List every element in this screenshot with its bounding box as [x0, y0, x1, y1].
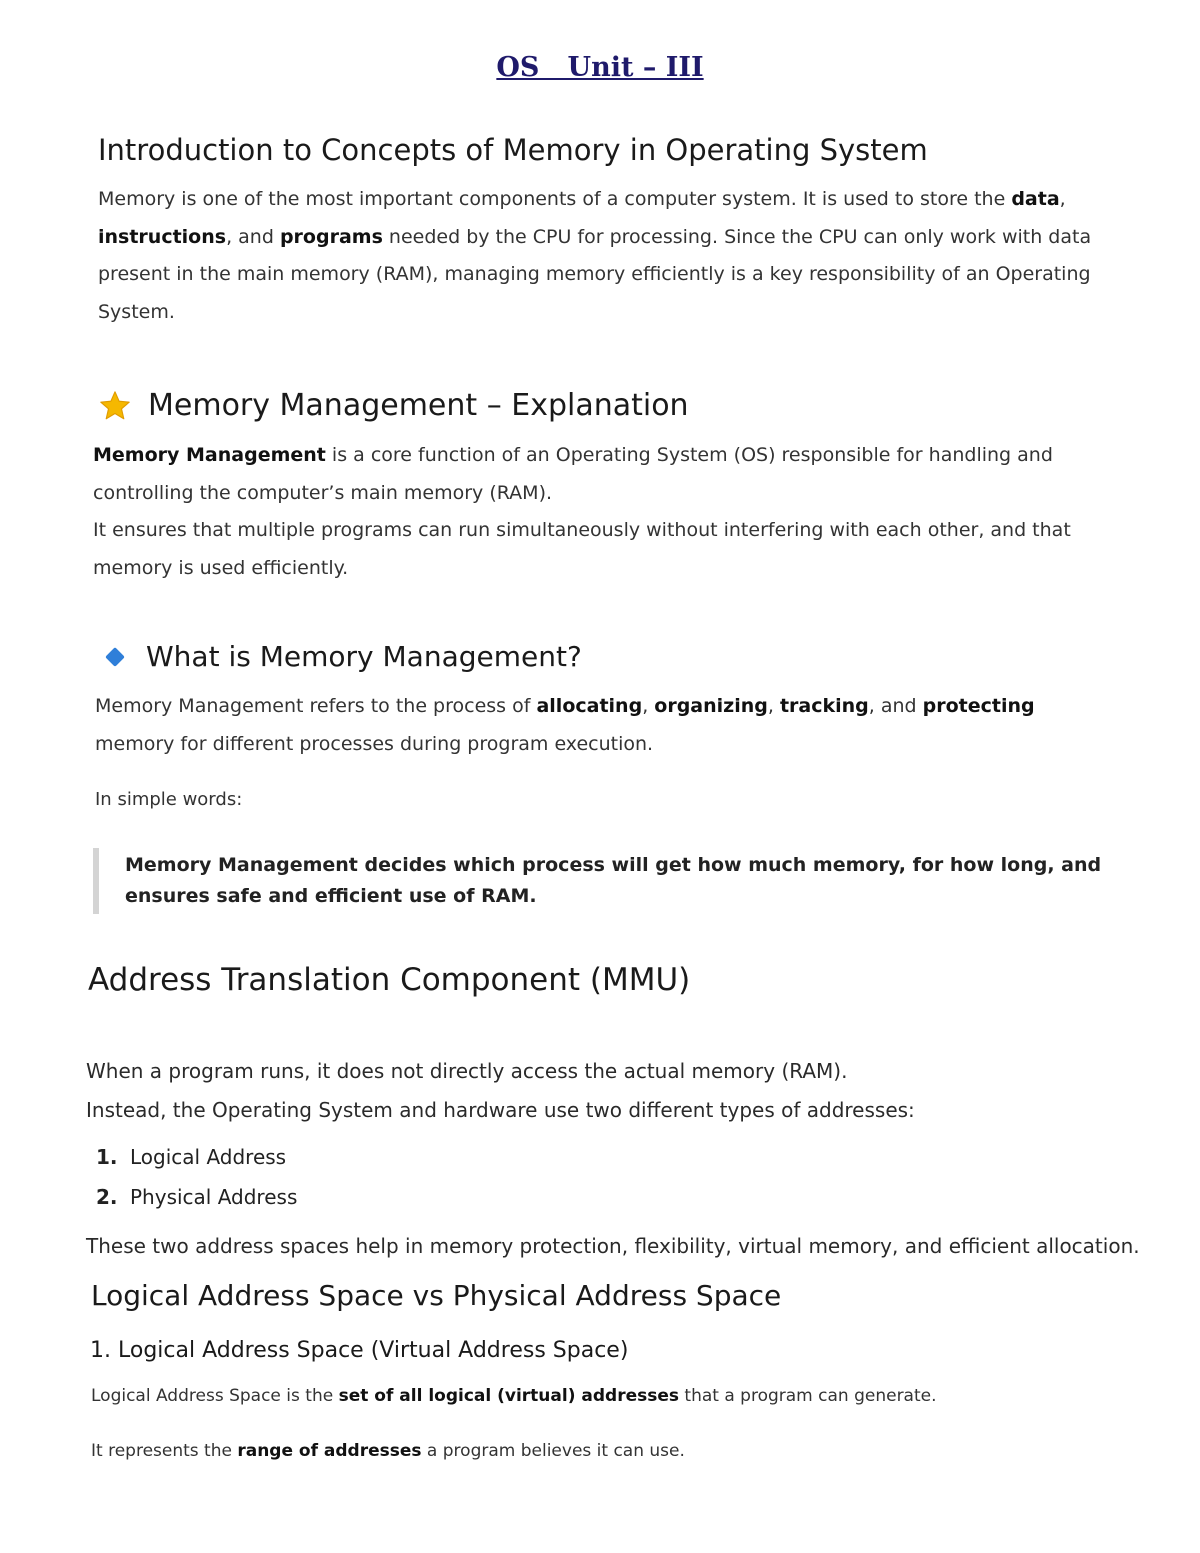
- memory-management-heading: [98, 388, 689, 423]
- blockquote-text: Memory Management decides which process will get how much memory, for how long, and ensures safe and efficient use of RAM.: [125, 854, 1102, 907]
- las-paragraph-2: It represents the range of addresses a program believes it can use.: [91, 1441, 685, 1461]
- page-title: OS Unit – III: [496, 52, 704, 83]
- simple-words-label: In simple words:: [95, 789, 243, 810]
- what-is-heading: [108, 640, 582, 673]
- intro-paragraph: Memory is one of the most important components of a computer system. It is used to store the data, instructions, and programs needed by the CPU for processing. Since the CPU can only work with data present in the main memory (RAM), managing memory efficiently is a key responsibility of an Operating System.: [98, 188, 1092, 323]
- list-item: 2. Physical Address: [96, 1185, 298, 1209]
- what-is-paragraph: Memory Management refers to the process of allocating, organizing, tracking, and protecting memory for different processes during program execution.: [95, 695, 1035, 755]
- las-subheading: 1. Logical Address Space (Virtual Address Space): [90, 1338, 629, 1363]
- address-type-list: [96, 1137, 297, 1217]
- intro-heading: Introduction to Concepts of Memory in Operating System: [98, 133, 928, 167]
- mmu-heading: Address Translation Component (MMU): [88, 962, 691, 998]
- list-item: 1. Logical Address: [96, 1145, 287, 1169]
- blockquote: [93, 848, 1125, 914]
- mmu-paragraph: When a program runs, it does not directly access the actual memory (RAM). Instead, the Operating System and hardware use two different types of addresses:: [86, 1059, 915, 1122]
- star-icon: [98, 389, 132, 423]
- what-is-heading-text: What is Memory Management?: [146, 640, 582, 673]
- mmu-summary: These two address spaces help in memory protection, flexibility, virtual memory, and efficient allocation.: [86, 1234, 1140, 1258]
- memory-management-heading-text: Memory Management – Explanation: [148, 388, 689, 423]
- diamond-icon: [105, 647, 125, 667]
- las-paragraph-1: Logical Address Space is the set of all logical (virtual) addresses that a program can generate.: [91, 1386, 937, 1406]
- las-heading: Logical Address Space vs Physical Address Space: [91, 1279, 782, 1312]
- memory-management-paragraph: Memory Management is a core function of an Operating System (OS) responsible for handling and controlling the computer’s main memory (RAM). It ensures that multiple programs can run simultaneously without interfering with each other, and that memory is used efficiently.: [93, 444, 1071, 579]
